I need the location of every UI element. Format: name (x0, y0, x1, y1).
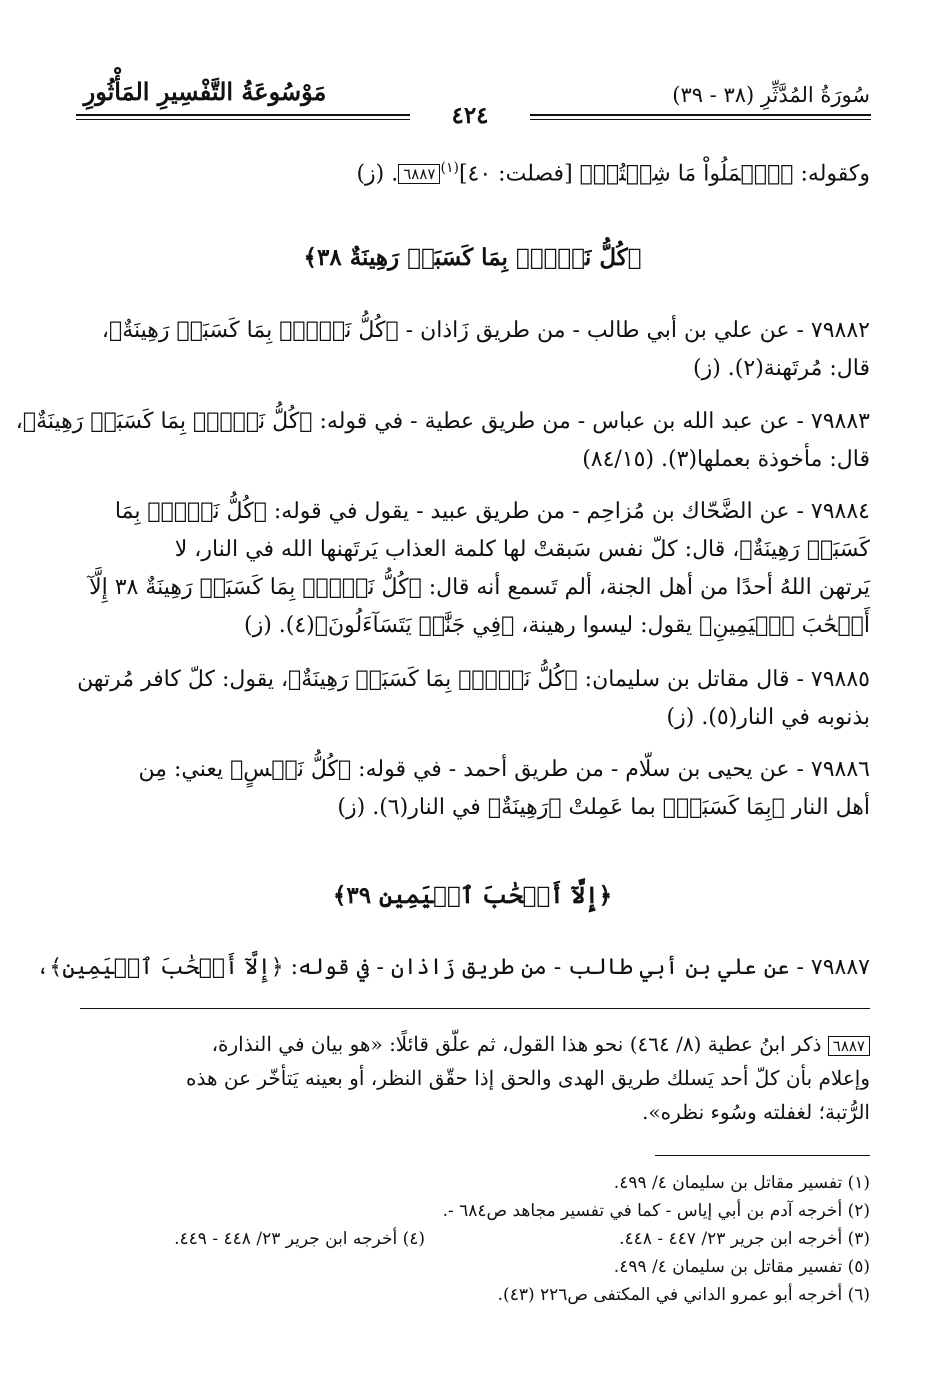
footnote-1: (١) تفسير مقاتل بن سليمان ٤/ ٤٩٩. (613, 1173, 870, 1193)
ayat-range: (٣٨ - ٣٩) (672, 83, 755, 107)
note-line-1 (75, 1028, 870, 1060)
footnote-5: (٥) تفسير مقاتل بن سليمان ٤/ ٤٩٩. (613, 1257, 870, 1277)
note-line-2: وإعلام بأن كلّ أحد يَسلك طريق الهدى والحق إذا حقّق النظر، أو بعينه يَتأخّر عن هذه (185, 1066, 870, 1090)
note-text-1: ذكر ابنُ عطية (٨/ ٤٦٤) نحو هذا القول، ثم علّق قائلًا: «هو بيان في النذارة، (211, 1032, 822, 1056)
intro-tail: . (ز) (356, 161, 399, 187)
verse-heading-39: ﴿إِلَّآ أَصۡحَٰبَ ٱلۡيَمِينِ ٣٩﴾ (332, 882, 613, 909)
entry-79887-line-1: ٧٩٨٨٧ - عن علي بن أبي طالب - من طريق زَاذان - في قوله: ﴿إِلَّآ أَصۡحَٰبَ ٱلۡيَمِينِ﴾، (36, 955, 870, 980)
entry-79886-line-2: أهل النار ﴿بِمَا كَسَبَتۡ﴾ بما عَمِلتْ ﴿رَهِينَةٌ﴾ في النار(٦). (ز) (337, 795, 870, 820)
footnote-ref-1: (١) (440, 160, 459, 176)
note-box: ٦٨٨٧ (828, 1036, 870, 1056)
footnote-6: (٦) أخرجه أبو عمرو الداني في المكتفى ص٢٢٦ (٤٣). (497, 1285, 870, 1305)
footnote-2: (٢) أخرجه آدم بن أبي إياس - كما في تفسير مجاهد ص٦٨٤ -. (442, 1201, 870, 1221)
entry-79882-line-2: قال: مُرتَهنة(٢). (ز) (693, 356, 870, 381)
surah-name: سُورَةُ المُدَّثِّرِ (760, 83, 870, 107)
entry-79884-line-4: أَصۡحَٰبَ ٱلۡيَمِينِ﴾ يقول: ليسوا رهينة، ﴿فِي جَنَّٰتٖ يَتَسَآءَلُونَ﴾(٤). (ز) (243, 613, 870, 638)
entry-79884-line-1: ٧٩٨٨٤ - عن الضَّحّاك بن مُزاحِم - من طريق عبيد - يقول في قوله: ﴿كُلُّ نَفۡسِۭ بِمَا (114, 499, 870, 524)
entry-79883-line-1: ٧٩٨٨٣ - عن عبد الله بن عباس - من طريق عطية - في قوله: ﴿كُلُّ نَفۡسِۭ بِمَا كَسَبَتۡ رَهِينَةٌ﴾، (15, 409, 870, 434)
footnote-3: (٣) أخرجه ابن جرير ٢٣/ ٤٤٧ - ٤٤٨. (619, 1229, 870, 1249)
entry-79886-line-1: ٧٩٨٨٦ - عن يحيى بن سلّام - من طريق أحمد - في قوله: ﴿كُلُّ نَفۡسٍ﴾ يعني: مِن (138, 757, 870, 782)
running-head (610, 80, 870, 110)
note-ref-box: ٦٨٨٧ (398, 164, 440, 184)
footnote-separator (655, 1155, 870, 1156)
entry-79882-line-1: ٧٩٨٨٢ - عن علي بن أبي طالب - من طريق زَاذان - ﴿كُلُّ نَفۡسِۭ بِمَا كَسَبَتۡ رَهِينَةٌ﴾، (101, 318, 870, 343)
intro-line (75, 150, 870, 192)
book-title: مَوْسُوعَةُ التَّفْسِيرِ المَأْثُورِ (83, 77, 327, 106)
entry-79885-line-2: بذنوبه في النار(٥). (ز) (666, 705, 870, 730)
note-separator (80, 1008, 870, 1009)
entry-79883-line-2: قال: مأخوذة بعملها(٣). (٨٤/١٥) (582, 447, 870, 472)
entry-79884-line-3: يَرتهن اللهُ أحدًا من أهل الجنة، ألم تَسمع أنه قال: ﴿كُلُّ نَفۡسِۭ بِمَا كَسَبَتۡ رَهِينَةٌ ٣٨ إِلَّآ (89, 575, 870, 600)
entry-79885-line-1: ٧٩٨٨٥ - قال مقاتل بن سليمان: ﴿كُلُّ نَفۡسِۭ بِمَا كَسَبَتۡ رَهِينَةٌ﴾، يقول: كلّ كافر مُرتهن (77, 667, 870, 692)
entry-79884-line-2: كَسَبَتۡ رَهِينَةٌ﴾، قال: كلّ نفس سَبقتْ لها كلمة العذاب يَرتَهنها الله في النار، لا (174, 537, 870, 562)
footnote-4: (٤) أخرجه ابن جرير ٢٣/ ٤٤٨ - ٤٤٩. (174, 1229, 425, 1249)
verse-heading-38: ﴿كُلُّ نَفۡسِۭ بِمَا كَسَبَتۡ رَهِينَةٌ ٣٨﴾ (303, 244, 642, 271)
intro-text: وكقوله: ﴿ٱعۡمَلُواْ مَا شِئۡتُمۡ﴾ [فصلت: ٤٠] (458, 161, 870, 187)
page-number: ٤٢٤ (410, 101, 530, 131)
note-line-3: الرُّتبة؛ لغفلته وسُوء نظره». (642, 1100, 870, 1124)
